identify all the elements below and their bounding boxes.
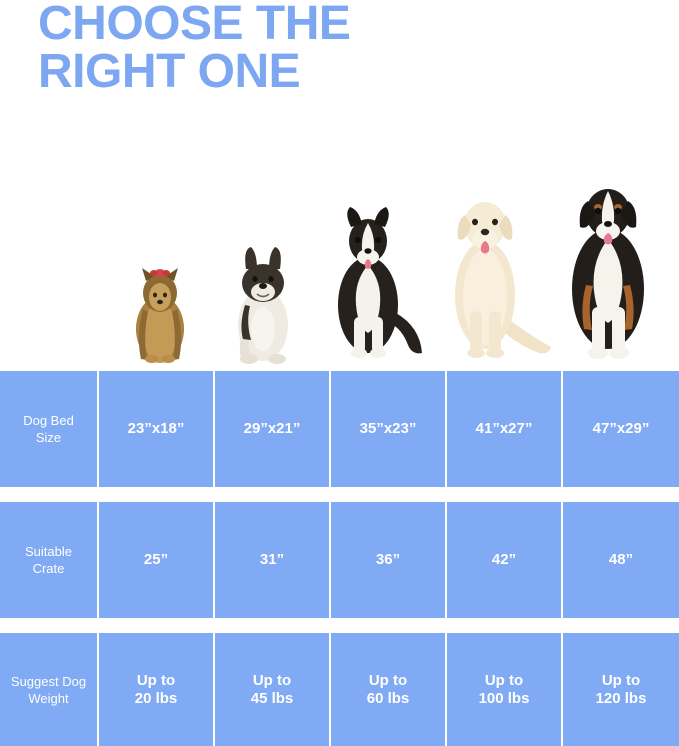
cell-suggest-dog-weight-2 [215, 633, 331, 746]
table-row-suitable-crate [0, 502, 679, 618]
row-label-line-1: Dog Bed [23, 413, 74, 428]
weight-line-2: 120 lbs [595, 689, 647, 707]
weight-line-2: 45 lbs [250, 689, 294, 707]
row-label-line-2: Crate [32, 561, 65, 576]
cell-suitable-crate-2: 31” [215, 502, 331, 618]
table-row-suggest-dog-weight [0, 633, 679, 746]
weight-line-1: Up to [484, 671, 524, 689]
dog-image-yorkshire-terrier [110, 237, 210, 365]
row-label-line-2: Weight [28, 690, 69, 706]
row-label-suggest-dog-weight [0, 633, 99, 746]
cell-dog-bed-size-5: 47”x29” [592, 420, 650, 437]
weight-line-1: Up to [252, 671, 292, 689]
cell-suitable-crate-4: 42” [447, 502, 563, 618]
cell-suggest-dog-weight-5 [563, 633, 679, 746]
page-title-line-1: CHOOSE THE [38, 0, 351, 50]
weight-line-2: 60 lbs [366, 689, 410, 707]
row-label-line-2: Size [35, 430, 62, 445]
weight-line-2: 20 lbs [134, 689, 178, 707]
cell-suitable-crate-1: 25” [99, 502, 215, 618]
weight-line-1: Up to [601, 671, 641, 689]
cell-suggest-dog-weight-4 [447, 633, 563, 746]
cell-dog-bed-size-3: 35”x23” [331, 371, 447, 487]
weight-line-1: Up to [368, 671, 408, 689]
dog-illustration-row [0, 150, 679, 365]
cell-suitable-crate-3: 36” [331, 502, 447, 618]
cell-suitable-crate-5: 48” [608, 551, 634, 568]
dog-image-border-collie [310, 193, 430, 365]
page-title [38, 0, 638, 96]
cell-suggest-dog-weight-3 [331, 633, 447, 746]
dog-image-labrador-retriever [425, 175, 555, 365]
row-label-line-1: Suggest Dog [10, 673, 87, 689]
cell-dog-bed-size-4: 41”x27” [447, 371, 563, 487]
cell-suggest-dog-weight-1 [99, 633, 215, 746]
row-label-line-1: Suitable [25, 544, 72, 559]
row-label-dog-bed-size [0, 371, 99, 487]
weight-line-1: Up to [136, 671, 176, 689]
table-row-dog-bed-size [0, 371, 679, 487]
page-title-line-2: RIGHT ONE [38, 45, 301, 98]
row-label-suitable-crate [0, 502, 99, 618]
cell-dog-bed-size-2: 29”x21” [215, 371, 331, 487]
dog-image-french-bulldog [213, 225, 313, 365]
weight-line-2: 100 lbs [478, 689, 530, 707]
cell-dog-bed-size-1: 23”x18” [99, 371, 215, 487]
dog-image-bernese-mountain-dog [550, 165, 670, 365]
